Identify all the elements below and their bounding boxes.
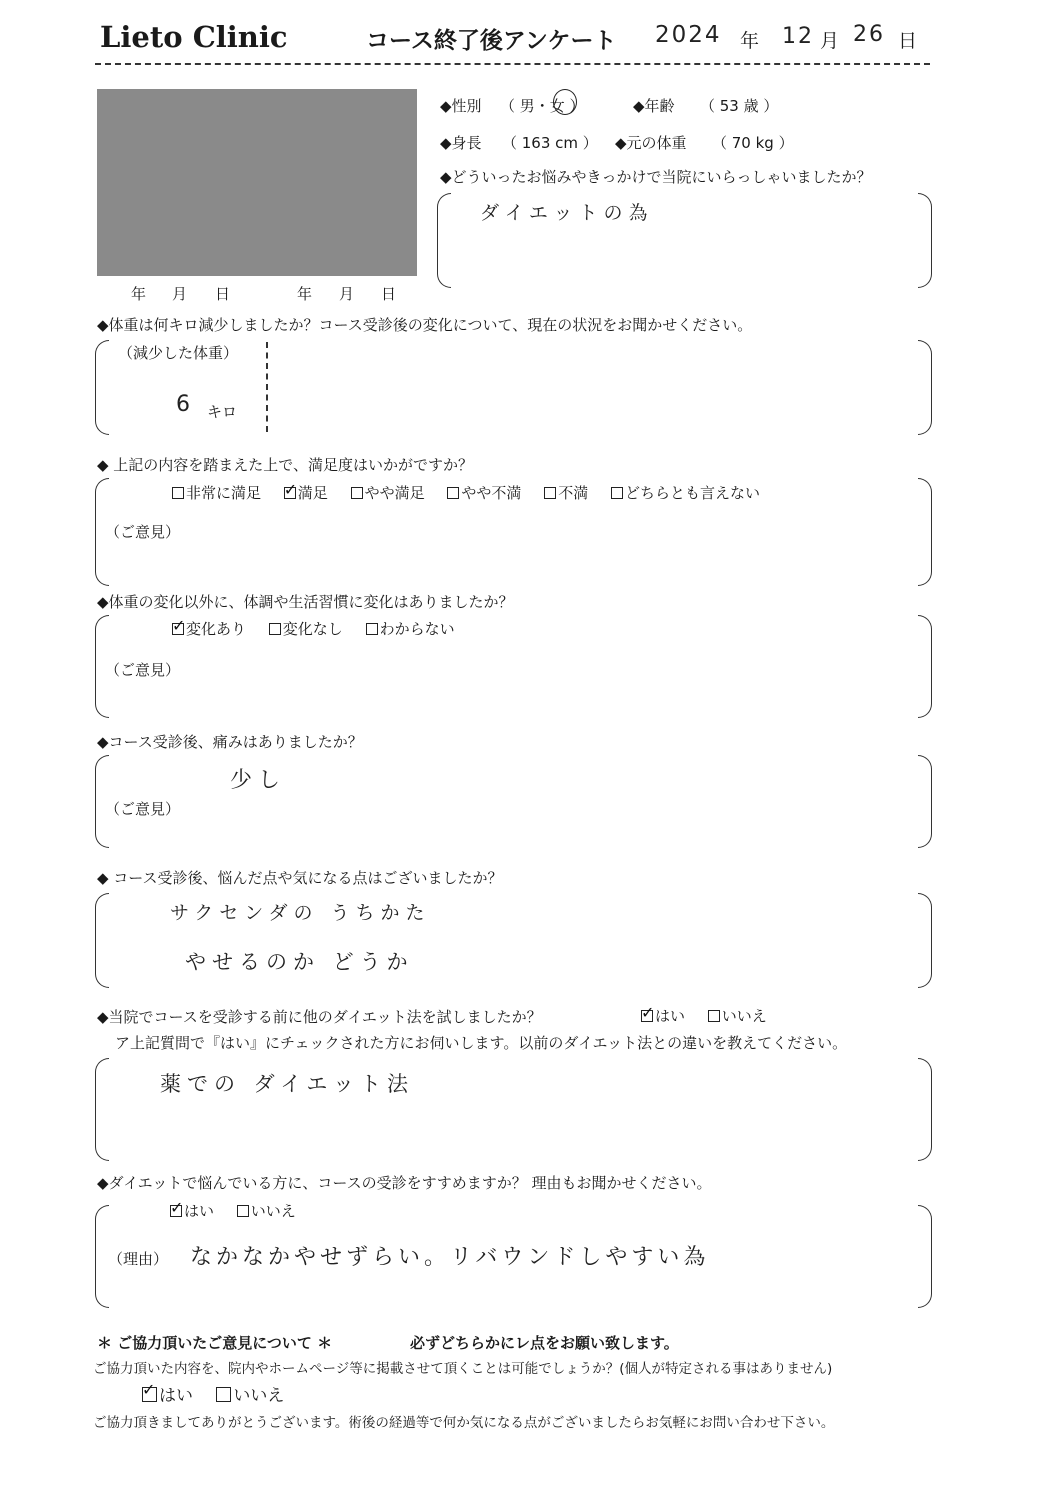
date-year: 2024 (655, 22, 722, 48)
other-diet-option-no[interactable]: いいえ (708, 1007, 767, 1025)
satisfaction-opinion-label: （ご意見） (105, 523, 181, 541)
photo-date-year-1: 年 (131, 285, 147, 303)
satisfaction-options (172, 482, 778, 503)
other-diet-question: ◆当院でコースを受診する前に他のダイエット法を試しましたか？ (97, 1008, 542, 1026)
gender-circle-mark (553, 89, 577, 115)
footer-note-title: ＊ ご協力頂いたご意見について ＊ (97, 1334, 333, 1352)
change-bracket-right (918, 615, 932, 718)
recommend-bracket-left (95, 1205, 109, 1308)
date-year-label: 年 (740, 30, 760, 52)
recommend-option-no[interactable]: いいえ (237, 1202, 296, 1220)
date-month: 12 (782, 24, 814, 49)
recommend-reason-label: （理由） (108, 1250, 169, 1268)
height-value: （ 163 cm ） (502, 134, 598, 152)
checked-checkbox-icon (284, 487, 296, 499)
change-question: ◆体重の変化以外に、体調や生活習慣に変化はありましたか？ (97, 593, 514, 611)
other-diet-bracket-right (918, 1058, 932, 1161)
satisfaction-option-dissatisfied[interactable]: 不満 (544, 484, 588, 502)
checkbox-icon (172, 487, 184, 499)
checkbox-icon (269, 623, 281, 635)
photo-date-day-2: 日 (381, 285, 397, 303)
checked-checkbox-icon (172, 623, 184, 635)
reason-question: ◆どういったお悩みやきっかけで当院にいらっしゃいましたか？ (440, 168, 872, 186)
weight-bracket-right (918, 340, 932, 435)
date-day-label: 日 (898, 30, 918, 52)
age-label: ◆年齢 (633, 97, 675, 115)
gender-value: （ 男・女 ） (500, 97, 585, 115)
concern-answer-line2: やせるのか どうか (185, 950, 414, 974)
other-diet-bracket-left (95, 1058, 109, 1161)
header-divider (95, 63, 930, 65)
checkbox-icon (351, 487, 363, 499)
weight-value: （ 70 kg ） (712, 134, 794, 152)
checkbox-icon (708, 1010, 720, 1022)
recommend-bracket-right (918, 1205, 932, 1308)
recommend-reason: なかなかやせずらい。リバウンドしやすい為 (190, 1245, 710, 1270)
satisfaction-option-somewhat-dissatisfied[interactable]: やや不満 (447, 484, 521, 502)
recommend-question: ◆ダイエットで悩んでいる方に、コースの受診をすすめますか？ 理由もお聞かせください。 (97, 1174, 712, 1192)
pain-opinion-label: （ご意見） (105, 800, 181, 818)
reason-bracket-left (437, 193, 451, 288)
weight-value-written: 6 (176, 392, 196, 417)
change-option-yes[interactable]: ✓変化あり (172, 620, 246, 638)
permission-option-no[interactable]: いいえ (216, 1386, 284, 1406)
weight-question: ◆体重は何キロ減少しましたか？コース受診後の変化について、現在の状況をお聞かせください。 (97, 316, 753, 334)
satisfaction-question: ◆ 上記の内容を踏まえた上で、満足度はいかがですか？ (97, 456, 474, 474)
checkbox-icon (216, 1387, 231, 1402)
satisfaction-option-satisfied[interactable]: ✓ 満足 (284, 484, 328, 502)
pain-question: ◆コース受診後、痛みはありましたか？ (97, 733, 363, 751)
other-diet-followup: ア上記質問で『はい』にチェックされた方にお伺いします。以前のダイエット法との違いを教えてください。 (115, 1034, 848, 1052)
weight-unit: キロ (207, 403, 238, 421)
change-option-unknown[interactable]: わからない (366, 620, 455, 638)
clinic-name: Lieto Clinic (100, 20, 288, 54)
change-opinion-label: （ご意見） (105, 661, 181, 679)
concern-question: ◆ コース受診後、悩んだ点や気になる点はございましたか？ (97, 869, 503, 887)
other-diet-options (641, 1005, 785, 1026)
weight-divider (266, 342, 268, 432)
satisfaction-option-very-satisfied[interactable]: 非常に満足 (172, 484, 261, 502)
permission-option-yes[interactable]: ✓はい (142, 1386, 193, 1406)
checkbox-icon (544, 487, 556, 499)
satisfaction-option-somewhat-satisfied[interactable]: やや満足 (351, 484, 425, 502)
change-option-no[interactable]: 変化なし (269, 620, 343, 638)
concern-answer-line1: サクセンダの うちかた (170, 902, 431, 924)
weight-label: ◆元の体重 (615, 134, 687, 152)
recommend-options (170, 1200, 314, 1221)
photo-date-month-1: 月 (172, 285, 188, 303)
photo-date-year-2: 年 (297, 285, 313, 303)
checked-checkbox-icon (641, 1010, 653, 1022)
date-month-label: 月 (820, 30, 840, 52)
height-label: ◆身長 (440, 134, 482, 152)
pain-answer: 少し (230, 768, 287, 793)
footer-note-emphasis: 必ずどちらかにレ点をお願い致します。 (410, 1334, 679, 1352)
satisfaction-option-neutral[interactable]: どちらとも言えない (611, 484, 760, 502)
footer-permission-options (142, 1381, 302, 1406)
photo-date-month-2: 月 (339, 285, 355, 303)
reason-answer: ダイエットの為 (480, 202, 654, 224)
checkbox-icon (447, 487, 459, 499)
age-value: （ 53 歳 ） (700, 97, 779, 115)
weight-sub-label: （減少した体重） (118, 344, 239, 362)
change-options (172, 618, 473, 639)
concern-bracket-left (95, 893, 109, 988)
other-diet-answer: 薬での ダイエット法 (160, 1072, 414, 1096)
checked-checkbox-icon (142, 1387, 157, 1402)
checkbox-icon (237, 1205, 249, 1217)
gender-label: ◆性別 (440, 97, 482, 115)
recommend-option-yes[interactable]: ✓はい (170, 1202, 214, 1220)
footer-thanks: ご協力頂きましてありがとうございます。術後の経過等で何か気になる点がございましたらお気軽にお問い合わせ下さい。 (93, 1415, 835, 1431)
pain-bracket-right (918, 755, 932, 848)
checked-checkbox-icon (170, 1205, 182, 1217)
weight-bracket-left (95, 340, 109, 435)
date-day: 26 (853, 22, 885, 47)
checkbox-icon (611, 487, 623, 499)
footer-permission-question: ご協力頂いた内容を、院内やホームページ等に掲載させて頂くことは可能でしょうか？(個人が特定される事はありません) (93, 1361, 833, 1377)
concern-bracket-right (918, 893, 932, 988)
satisfaction-bracket-right (918, 478, 932, 586)
other-diet-option-yes[interactable]: ✓ はい (641, 1007, 685, 1025)
reason-bracket-right (918, 193, 932, 288)
form-title: コース終了後アンケート (366, 28, 617, 54)
photo-date-day-1: 日 (215, 285, 231, 303)
photo-placeholder (97, 89, 417, 276)
checkbox-icon (366, 623, 378, 635)
